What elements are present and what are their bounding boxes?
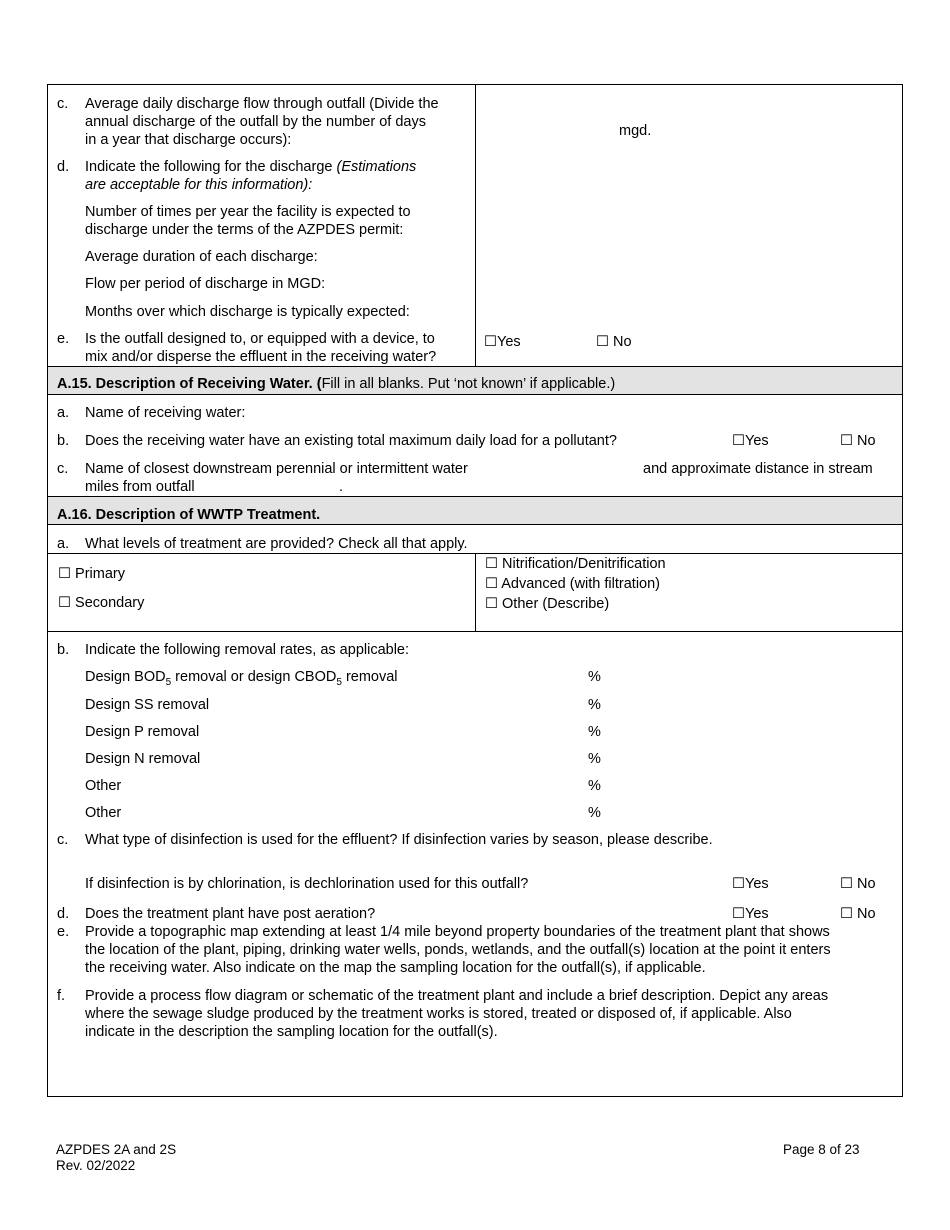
column-divider-treatment — [475, 553, 476, 631]
process-flow-line1: Provide a process flow diagram or schematic of the treatment plant and include a brief description. Depict any areas — [85, 988, 829, 1004]
distance-label: and approximate distance in stream — [643, 461, 873, 477]
footer-page-number: Page 8 of 23 — [783, 1142, 860, 1157]
bod-removal-percent: % — [588, 669, 601, 685]
a15-c-letter: c. — [57, 461, 69, 477]
dechlorination-yes-checkbox[interactable]: ☐Yes — [732, 876, 769, 892]
item-e-letter: e. — [57, 331, 70, 347]
mixing-yes-checkbox[interactable]: ☐Yes — [484, 334, 521, 350]
other-removal-percent-2: % — [588, 805, 601, 821]
average-duration-label: Average duration of each discharge: — [85, 249, 318, 265]
divider — [48, 631, 902, 632]
divider — [48, 394, 902, 395]
dechlorination-question: If disinfection is by chlorination, is dechlorination used for this outfall? — [85, 876, 529, 892]
item-e-line1: Is the outfall designed to, or equipped with a device, to — [85, 331, 435, 347]
disinfection-question: What type of disinfection is used for the effluent? If disinfection varies by season, please describe. — [85, 832, 713, 848]
item-c-line2: annual discharge of the outfall by the number of days — [85, 114, 426, 130]
a16-f-letter: f. — [57, 988, 66, 1004]
miles-from-outfall-label: miles from outfall — [85, 479, 195, 495]
times-per-year-line2: discharge under the terms of the AZPDES permit: — [85, 222, 404, 238]
p-removal-label: Design P removal — [85, 724, 200, 740]
a16-d-letter: d. — [57, 906, 70, 922]
item-c-line3: in a year that discharge occurs): — [85, 132, 292, 148]
a16-a-letter: a. — [57, 536, 70, 552]
topographic-map-line3: the receiving water. Also indicate on the map the sampling location for the outfall(s), if applicable. — [85, 960, 706, 976]
section-a16-title: A.16. Description of WWTP Treatment. — [57, 507, 321, 523]
a16-e-letter: e. — [57, 924, 70, 940]
downstream-water-label: Name of closest downstream perennial or intermittent water — [85, 461, 468, 477]
primary-checkbox[interactable]: ☐ Primary — [58, 566, 125, 582]
a16-b-letter: b. — [57, 642, 70, 658]
section-a15-title: A.15. Description of Receiving Water. (Fill in all blanks. Put ‘not known’ if applicable.) — [57, 376, 616, 392]
advanced-checkbox[interactable]: ☐ Advanced (with filtration) — [485, 576, 660, 592]
a15-a-letter: a. — [57, 405, 70, 421]
treatment-levels-question: What levels of treatment are provided? Check all that apply. — [85, 536, 468, 552]
mixing-no-checkbox[interactable]: ☐ No — [596, 334, 632, 350]
item-c-line1: Average daily discharge flow through outfall (Divide the — [85, 96, 439, 112]
removal-rates-label: Indicate the following removal rates, as applicable: — [85, 642, 410, 658]
item-d-letter: d. — [57, 159, 70, 175]
a16-c-letter: c. — [57, 832, 69, 848]
n-removal-percent: % — [588, 751, 601, 767]
topographic-map-line2: the location of the plant, piping, drinking water wells, ponds, wetlands, and the outfall(s) location at the point it enters — [85, 942, 831, 958]
other-removal-label-2: Other — [85, 805, 122, 821]
months-label: Months over which discharge is typically expected: — [85, 304, 410, 320]
flow-unit-mgd: mgd. — [619, 123, 652, 139]
flow-per-period-label: Flow per period of discharge in MGD: — [85, 276, 326, 292]
item-e-line2: mix and/or disperse the effluent in the receiving water? — [85, 349, 437, 365]
process-flow-line3: indicate in the description the sampling location for the outfall(s). — [85, 1024, 498, 1040]
p-removal-percent: % — [588, 724, 601, 740]
form-frame — [47, 84, 903, 1097]
bod-removal-label: Design $BOD_5$ removal or design $CBOD_5$ removal — [85, 669, 398, 688]
tmdl-yes-checkbox[interactable]: ☐Yes — [732, 433, 769, 449]
other-describe-checkbox[interactable]: ☐ Other (Describe) — [485, 596, 610, 612]
post-aeration-yes-checkbox[interactable]: ☐Yes — [732, 906, 769, 922]
item-d-line1: Indicate the following for the discharge (Estimations — [85, 159, 417, 175]
tmdl-no-checkbox[interactable]: ☐ No — [840, 433, 876, 449]
topographic-map-line1: Provide a topographic map extending at least 1/4 mile beyond property boundaries of the treatment plant that shows — [85, 924, 830, 940]
other-removal-label-1: Other — [85, 778, 122, 794]
item-c-letter: c. — [57, 96, 69, 112]
footer-revision: Rev. 02/2022 — [56, 1158, 136, 1173]
nitrification-checkbox[interactable]: ☐ Nitrification/Denitrification — [485, 556, 666, 572]
other-removal-percent-1: % — [588, 778, 601, 794]
times-per-year-line1: Number of times per year the facility is expected to — [85, 204, 411, 220]
footer-form-name: AZPDES 2A and 2S — [56, 1142, 177, 1157]
dechlorination-no-checkbox[interactable]: ☐ No — [840, 876, 876, 892]
post-aeration-question: Does the treatment plant have post aeration? — [85, 906, 376, 922]
a15-b-letter: b. — [57, 433, 70, 449]
post-aeration-no-checkbox[interactable]: ☐ No — [840, 906, 876, 922]
n-removal-label: Design N removal — [85, 751, 201, 767]
process-flow-line2: where the sewage sludge produced by the treatment works is stored, treated or disposed of, if applicable. Also — [85, 1006, 792, 1022]
ss-removal-label: Design SS removal — [85, 697, 210, 713]
item-d-line2: are acceptable for this information): — [85, 177, 313, 193]
ss-removal-percent: % — [588, 697, 601, 713]
divider — [48, 524, 902, 525]
secondary-checkbox[interactable]: ☐ Secondary — [58, 595, 145, 611]
miles-period: . — [339, 479, 344, 495]
receiving-water-name-label: Name of receiving water: — [85, 405, 246, 421]
tmdl-question: Does the receiving water have an existing total maximum daily load for a pollutant? — [85, 433, 617, 449]
column-divider-upper — [475, 85, 476, 366]
